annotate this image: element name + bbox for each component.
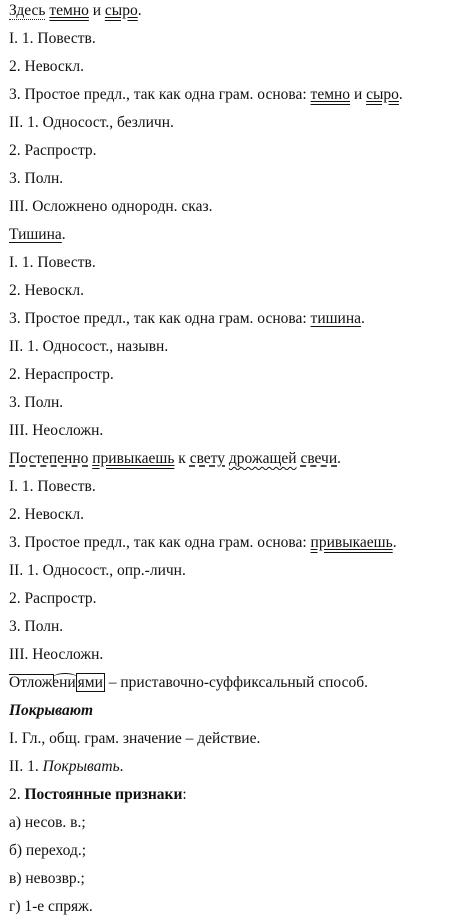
text-line	[9, 224, 458, 246]
marked-word: Покрывать	[42, 758, 120, 775]
text-line	[9, 560, 458, 582]
text-run: I. 1. Повеств.	[9, 478, 96, 495]
text-run: .	[337, 450, 342, 467]
marked-word: темно	[49, 2, 89, 19]
marked-word: привыкаешь	[92, 450, 175, 467]
text-line	[9, 840, 458, 862]
marked-word: Тишина	[9, 226, 62, 243]
text-run: 2. Невоскл.	[9, 506, 84, 523]
text-line	[9, 280, 458, 302]
text-line	[9, 504, 458, 526]
text-line	[9, 0, 458, 22]
text-run: .	[137, 2, 142, 19]
marked-word: тишина	[310, 310, 362, 327]
text-line	[9, 728, 458, 750]
text-run: 2.	[9, 786, 25, 803]
text-run: к	[174, 450, 190, 467]
text-run: II. 1. Односост., опр.-личн.	[9, 562, 186, 579]
text-run: 3. Простое предл., так как одна грам. основа:	[9, 534, 311, 551]
text-line	[9, 588, 458, 610]
marked-word: привыкаешь	[310, 534, 393, 551]
text-run: 2. Распростр.	[9, 590, 97, 607]
text-run: .	[61, 226, 66, 243]
text-line	[9, 896, 458, 918]
word-stem: Отложени	[9, 674, 76, 691]
text-run: II. 1. Односост., безличн.	[9, 114, 174, 131]
text-run: 2. Невоскл.	[9, 58, 84, 75]
text-run: – приставочно-суффиксальный способ.	[104, 674, 368, 691]
text-line	[9, 364, 458, 386]
text-run: III. Неосложн.	[9, 646, 104, 663]
text-run: II. 1.	[9, 758, 43, 775]
text-line	[9, 476, 458, 498]
text-run: 3. Полн.	[9, 394, 64, 411]
prefix-mark	[9, 674, 54, 681]
text-run: I. 1. Повеств.	[9, 30, 96, 47]
text-run: в) невозвр.;	[9, 870, 85, 887]
marked-word: сыро	[104, 2, 138, 19]
marked-word: дрожащей	[228, 450, 297, 467]
text-run: II. 1. Односост., назывн.	[9, 338, 169, 355]
text-run: 3. Полн.	[9, 170, 64, 187]
text-line	[9, 784, 458, 806]
text-run: и	[88, 2, 105, 19]
text-run: г) 1-е спряж.	[9, 898, 93, 915]
text-line	[9, 56, 458, 78]
text-line	[9, 112, 458, 134]
text-run: 3. Полн.	[9, 618, 64, 635]
text-run: и	[350, 86, 367, 103]
text-line	[9, 140, 458, 162]
text-run: 3. Простое предл., так как одна грам. основа:	[9, 86, 311, 103]
text-run: III. Осложнено однородн. сказ.	[9, 198, 213, 215]
text-run: 2. Распростр.	[9, 142, 97, 159]
marked-word: темно	[310, 86, 351, 103]
marked-word: свету	[189, 450, 225, 467]
text-line	[9, 196, 458, 218]
text-line	[9, 812, 458, 834]
text-run: .	[398, 86, 403, 103]
text-run: III. Неосложн.	[9, 422, 104, 439]
text-line	[9, 616, 458, 638]
marked-word: Здесь	[9, 2, 46, 19]
text-line	[9, 644, 458, 666]
text-run: :	[182, 786, 187, 803]
text-run: а) несов. в.;	[9, 814, 86, 831]
text-run: 2. Невоскл.	[9, 282, 84, 299]
text-line	[9, 532, 458, 554]
text-line	[9, 336, 458, 358]
text-run: I. 1. Повеств.	[9, 254, 96, 271]
text-line	[9, 672, 458, 694]
text-line	[9, 392, 458, 414]
text-line	[9, 84, 458, 106]
marked-word: Постепенно	[9, 450, 89, 467]
text-line	[9, 700, 458, 722]
text-run: .	[392, 534, 397, 551]
text-run: .	[119, 758, 124, 775]
text-line	[9, 308, 458, 330]
text-run: 2. Нераспростр.	[9, 366, 114, 383]
text-line	[9, 420, 458, 442]
text-run: б) переход.;	[9, 842, 87, 859]
marked-word: Покрывают	[9, 702, 94, 719]
text-line	[9, 28, 458, 50]
text-line	[9, 448, 458, 470]
text-run: I. Гл., общ. грам. значение – действие.	[9, 730, 261, 747]
text-line	[9, 868, 458, 890]
text-run: .	[361, 310, 365, 327]
morpheme-parsed-word	[9, 672, 105, 694]
suffix-mark	[53, 673, 77, 682]
marked-word: сыро	[366, 86, 399, 103]
ending-box: ями	[77, 674, 103, 691]
marked-word: Постоянные признаки	[24, 786, 183, 803]
marked-word: свечи	[300, 450, 338, 467]
text-line	[9, 252, 458, 274]
text-run: 3. Простое предл., так как одна грам. основа:	[9, 310, 311, 327]
text-line	[9, 756, 458, 778]
text-line	[9, 168, 458, 190]
